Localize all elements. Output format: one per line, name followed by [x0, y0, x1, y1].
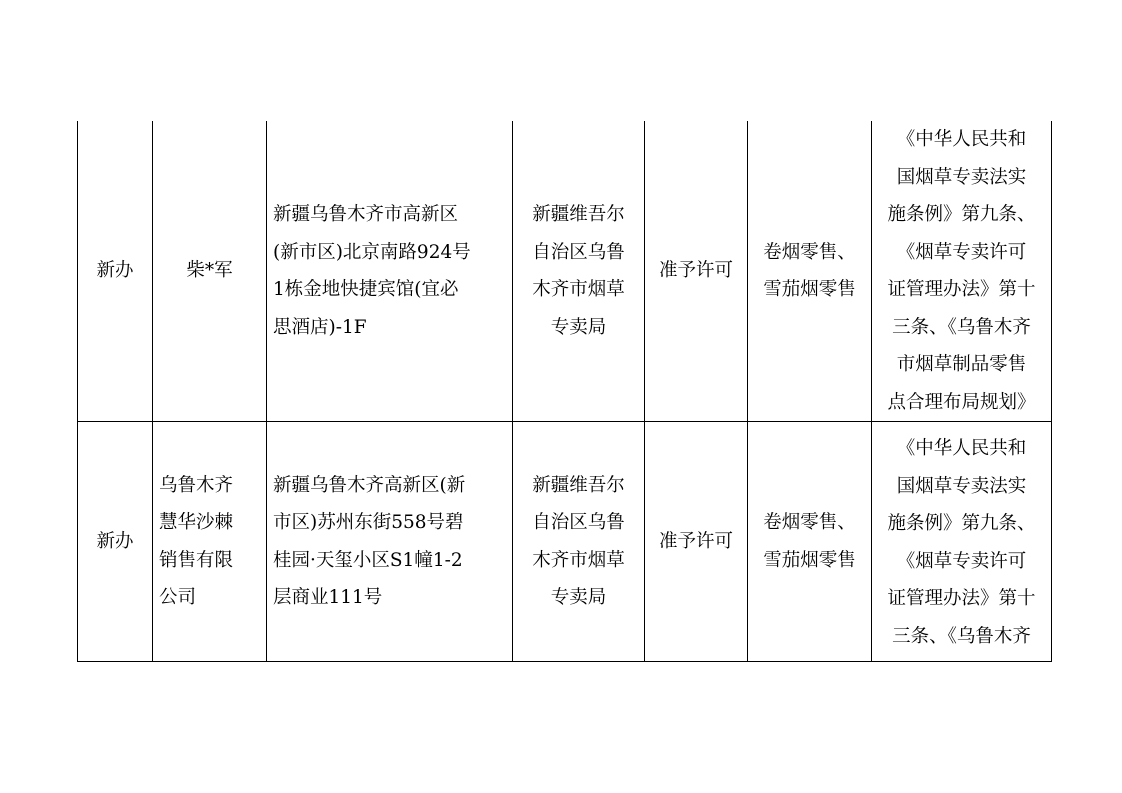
application-type-cell: 新办 — [78, 121, 153, 422]
applicant-name-cell — [153, 422, 267, 662]
applicant-name-line: 乌鲁木齐 — [159, 474, 234, 496]
scope-line: 卷烟零售、 — [763, 241, 856, 263]
business-address-cell — [267, 422, 513, 662]
decision-cell: 准予许可 — [645, 121, 748, 422]
authority-line: 新疆维吾尔 — [532, 474, 625, 496]
decision-cell: 准予许可 — [645, 422, 748, 662]
address-line: 层商业111号 — [273, 587, 383, 608]
scope-line: 卷烟零售、 — [763, 512, 856, 533]
authority-line: 专卖局 — [550, 316, 607, 338]
applicant-name-line: 公司 — [159, 587, 197, 608]
address-line: 思酒店)-1F — [273, 316, 367, 338]
scope-line: 雪茄烟零售 — [763, 549, 856, 571]
address-line: 桂园·天玺小区S1幢1-2 — [273, 549, 463, 571]
basis-line: 《烟草专卖许可 — [896, 550, 1027, 572]
basis-line: 国烟草专卖法实 — [896, 166, 1027, 188]
license-records-table — [77, 121, 1052, 662]
legal-basis-cell — [872, 422, 1052, 662]
authority-line: 木齐市烟草 — [532, 279, 625, 300]
licensing-authority-cell — [513, 422, 645, 662]
applicant-name-line: 柴*军 — [186, 260, 233, 282]
applicant-name-line: 销售有限 — [159, 549, 234, 571]
legal-basis-cell — [872, 121, 1052, 422]
address-line: 1栋金地快捷宾馆(宜必 — [273, 279, 459, 300]
basis-line: 《烟草专卖许可 — [896, 241, 1027, 263]
authority-line: 专卖局 — [550, 587, 607, 608]
basis-line: 三条、《乌鲁木齐 — [892, 316, 1031, 338]
applicant-name-line: 慧华沙棘 — [159, 512, 234, 533]
basis-line: 点合理布局规划》 — [887, 391, 1036, 413]
basis-line: 证管理办法》第十 — [887, 588, 1036, 609]
authority-line: 木齐市烟草 — [532, 549, 625, 571]
basis-line: 《中华人民共和 — [896, 438, 1027, 459]
basis-line: 三条、《乌鲁木齐 — [892, 625, 1031, 647]
business-scope-cell — [748, 121, 872, 422]
basis-line: 证管理办法》第十 — [887, 279, 1036, 300]
table-row — [78, 121, 1052, 422]
basis-line: 《中华人民共和 — [896, 129, 1027, 150]
applicant-name-cell — [153, 121, 267, 422]
scope-line: 雪茄烟零售 — [763, 279, 856, 300]
business-scope-cell — [748, 422, 872, 662]
address-line: 市区)苏州东街558号碧 — [273, 512, 464, 533]
application-type-cell: 新办 — [78, 422, 153, 662]
basis-line: 国烟草专卖法实 — [896, 475, 1027, 497]
address-line: 新疆乌鲁木齐市高新区 — [273, 204, 459, 225]
address-line: (新市区)北京南路924号 — [273, 241, 471, 263]
business-address-cell — [267, 121, 513, 422]
authority-line: 自治区乌鲁 — [532, 512, 625, 533]
authority-line: 新疆维吾尔 — [532, 204, 625, 225]
licensing-authority-cell — [513, 121, 645, 422]
table-row — [78, 422, 1052, 662]
basis-line: 市烟草制品零售 — [896, 354, 1027, 375]
basis-line: 施条例》第九条、 — [887, 204, 1036, 225]
authority-line: 自治区乌鲁 — [532, 241, 625, 263]
address-line: 新疆乌鲁木齐高新区(新 — [273, 474, 466, 496]
basis-line: 施条例》第九条、 — [887, 513, 1036, 534]
